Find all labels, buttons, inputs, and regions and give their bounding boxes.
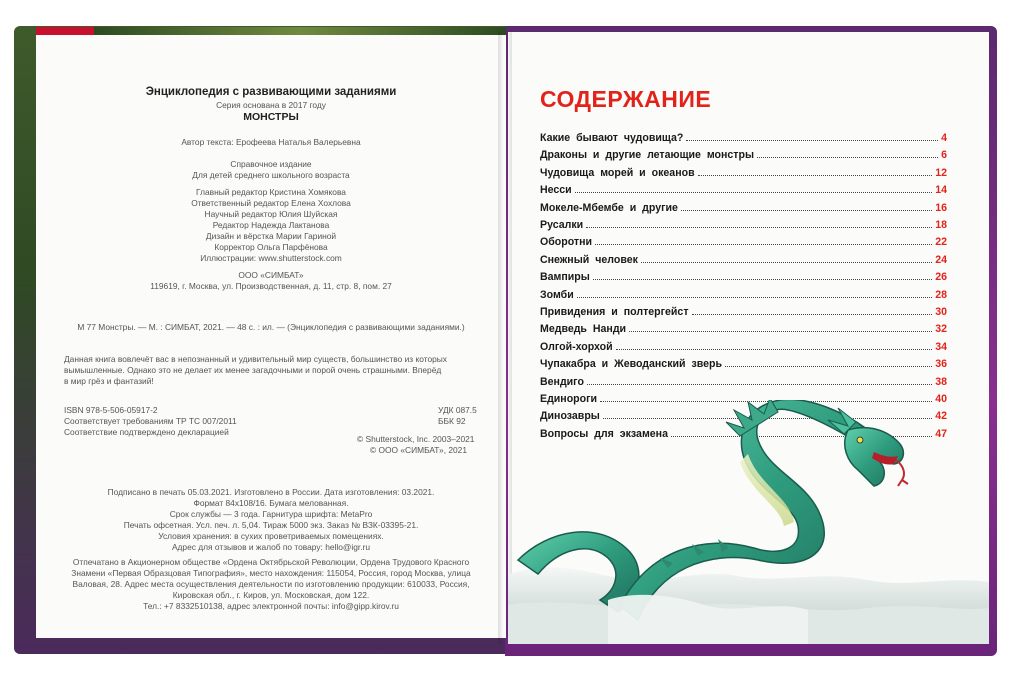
annotation-line: в мир грёз и фантазий! xyxy=(64,376,154,386)
contents-item-label: Оборотни xyxy=(540,236,593,249)
staff-line: Редактор Надежда Лактанова xyxy=(212,220,330,230)
book-title: МОНСТРЫ xyxy=(243,111,299,123)
contents-item-label: Чупакабра и Жеводанский зверь xyxy=(540,358,722,371)
contents-item xyxy=(540,198,947,214)
contents-item-page: 22 xyxy=(935,236,947,249)
contents-item-label: Зомби xyxy=(540,288,574,301)
contents-item-page: 30 xyxy=(935,306,947,318)
contents-item-label: Олгой-хорхой xyxy=(540,340,613,353)
contents-item xyxy=(540,372,947,388)
contents-item-label: Единороги xyxy=(540,393,598,405)
contents-item-page: 14 xyxy=(935,184,947,197)
contents-item-page: 32 xyxy=(935,323,947,336)
copyright-simbat: © ООО «СИМБАТ», 2021 xyxy=(370,445,468,455)
contents-item-label: Мокеле-Мбембе и другие xyxy=(540,201,678,214)
contents-item-page: 4 xyxy=(941,132,947,144)
printer-info-line: Отпечатано в Акционерном обществе «Ордена Октябрьской Революции, Ордена Трудового Красного xyxy=(72,557,470,567)
copyright-shutterstock: © Shutterstock, Inc. 2003–2021 xyxy=(357,434,475,444)
contents-item xyxy=(540,285,947,301)
contents-item xyxy=(540,232,947,248)
dot-leader xyxy=(595,244,932,245)
contents-item-page: 18 xyxy=(935,219,947,231)
contents-item-label: Несси xyxy=(540,184,572,197)
contents-item-label: Снежный человек xyxy=(540,253,638,266)
contents-item-page: 26 xyxy=(935,271,947,284)
dot-leader xyxy=(629,331,932,332)
bbk-code: ББК 92 xyxy=(438,416,466,426)
contents-item-label: Медведь Нанди xyxy=(540,323,627,336)
contents-item-page: 36 xyxy=(935,358,947,371)
staff-line: Корректор Ольга Парфёнова xyxy=(214,242,328,252)
contents-item-page: 42 xyxy=(935,410,947,423)
contents-title: СОДЕРЖАНИЕ xyxy=(540,86,712,112)
dot-leader xyxy=(587,384,932,385)
publisher-address: 119619, г. Москва, ул. Производственная, д. 11, стр. 8, пом. 27 xyxy=(150,281,392,291)
contents-item xyxy=(540,354,947,370)
printer-info-line: Кировская обл., г. Киров, ул. Московская, дом 122. xyxy=(172,590,370,600)
sea-serpent-dragon-illustration xyxy=(508,400,989,644)
cover-top-strip xyxy=(94,27,506,35)
contents-item-page: 34 xyxy=(935,340,947,353)
publisher-name: ООО «СИМБАТ» xyxy=(238,270,304,280)
dot-leader xyxy=(692,314,933,315)
dot-leader xyxy=(616,349,933,350)
contents-item-label: Вопросы для экзамена xyxy=(540,427,668,440)
staff-line: Научный редактор Юлия Шуйская xyxy=(204,209,338,219)
contents-item-label: Чудовища морей и океанов xyxy=(540,166,695,179)
contents-item-page: 38 xyxy=(935,375,947,388)
contents-item-page: 6 xyxy=(941,149,947,162)
contents-item-label: Какие бывают чудовища? xyxy=(540,132,684,144)
annotation-line: Данная книга вовлечёт вас в непознанный и удивительный мир существ, большинство из которых xyxy=(64,354,447,364)
contents-item-page: 28 xyxy=(935,288,947,301)
edition-type: Справочное издание xyxy=(230,159,312,169)
series-founded: Серия основана в 2017 году xyxy=(216,100,326,110)
print-info-line: Срок службы — 3 года. Гарнитура шрифта: MetaPro xyxy=(169,509,373,519)
contents-item-page: 24 xyxy=(935,253,947,266)
contents-item-label: Вампиры xyxy=(540,271,590,284)
udk-code: УДК 087.5 xyxy=(438,405,477,415)
audience-line: Для детей среднего школьного возраста xyxy=(192,170,350,180)
cover-red-strip xyxy=(36,27,94,35)
dot-leader xyxy=(593,279,932,280)
print-info-line: Условия хранения: в сухих проветриваемых помещениях. xyxy=(158,531,384,541)
contents-item xyxy=(540,215,947,231)
staff-line: Иллюстрации: www.shutterstock.com xyxy=(200,253,342,263)
dot-leader xyxy=(641,262,932,263)
contents-item xyxy=(540,302,947,318)
contents-item-label: Русалки xyxy=(540,219,584,231)
contents-item xyxy=(540,128,947,144)
contents-item-label: Вендиго xyxy=(540,375,584,388)
contents-item-page: 40 xyxy=(935,393,947,405)
contents-item-label: Привидения и полтергейст xyxy=(540,306,689,318)
contents-item xyxy=(540,163,947,179)
contents-item xyxy=(540,250,947,266)
contents-item xyxy=(540,267,947,283)
dot-leader xyxy=(575,192,933,193)
printer-info-line: Валовая, 28. Адрес места осуществления деятельности по изготовлению продукции: 610033, Россия, xyxy=(72,579,470,589)
staff-line: Главный редактор Кристина Хомякова xyxy=(196,187,346,197)
author-line: Автор текста: Ерофеева Наталья Валерьевна xyxy=(181,137,361,147)
dot-leader xyxy=(577,297,932,298)
print-info-line: Подписано в печать 05.03.2021. Изготовлено в России. Дата изготовления: 03.2021. xyxy=(107,487,435,497)
contents-item xyxy=(540,319,947,335)
contents-item xyxy=(540,180,947,196)
dot-leader xyxy=(681,210,932,211)
annotation-line: вымышленные. Однако это не делает их менее загадочными и порой очень страшными. Вперёд xyxy=(64,365,442,375)
dot-leader xyxy=(698,175,933,176)
contents-item xyxy=(540,145,947,161)
dot-leader xyxy=(586,227,932,228)
print-info-line: Адрес для отзывов и жалоб по товару: hello@igr.ru xyxy=(171,542,371,552)
series-title: Энциклопедия с развивающими заданиями xyxy=(145,86,397,98)
dot-leader xyxy=(725,366,932,367)
compliance-line: Соответствует требованиям ТР ТС 007/2011 xyxy=(64,416,237,426)
print-info-line: Печать офсетная. Усл. печ. л. 5,04. Тираж 5000 экз. Заказ № ВЗК-03395-21. xyxy=(123,520,419,530)
staff-line: Ответственный редактор Елена Хохлова xyxy=(191,198,351,208)
print-info-line: Формат 84х108/16. Бумага мелованная. xyxy=(193,498,349,508)
contents-item-label: Динозавры xyxy=(540,410,600,423)
dot-leader xyxy=(686,140,938,141)
dot-leader xyxy=(757,157,938,158)
contents-item xyxy=(540,337,947,353)
contents-item-page: 16 xyxy=(935,201,947,214)
declaration-line: Соответствие подтверждено декларацией xyxy=(64,427,229,437)
catalog-entry: М 77 Монстры. — М. : СИМБАТ, 2021. — 48 с. : ил. — (Энциклопедия с развивающими заданиями.) xyxy=(77,322,465,332)
contents-item-page: 12 xyxy=(935,166,947,179)
staff-line: Дизайн и вёрстка Марии Гариной xyxy=(205,231,337,241)
isbn: ISBN 978-5-506-05917-2 xyxy=(64,405,158,415)
printer-info-line: Тел.: +7 8332510138, адрес электронной почты: info@gipp.kirov.ru xyxy=(143,601,399,611)
printer-info-line: Знамени «Первая Образцовая Типография», место нахождения: 115054, Россия, город Москва, улица xyxy=(71,568,471,578)
contents-item-label: Драконы и другие летающие монстры xyxy=(540,149,755,162)
contents-item-page: 47 xyxy=(935,427,947,440)
